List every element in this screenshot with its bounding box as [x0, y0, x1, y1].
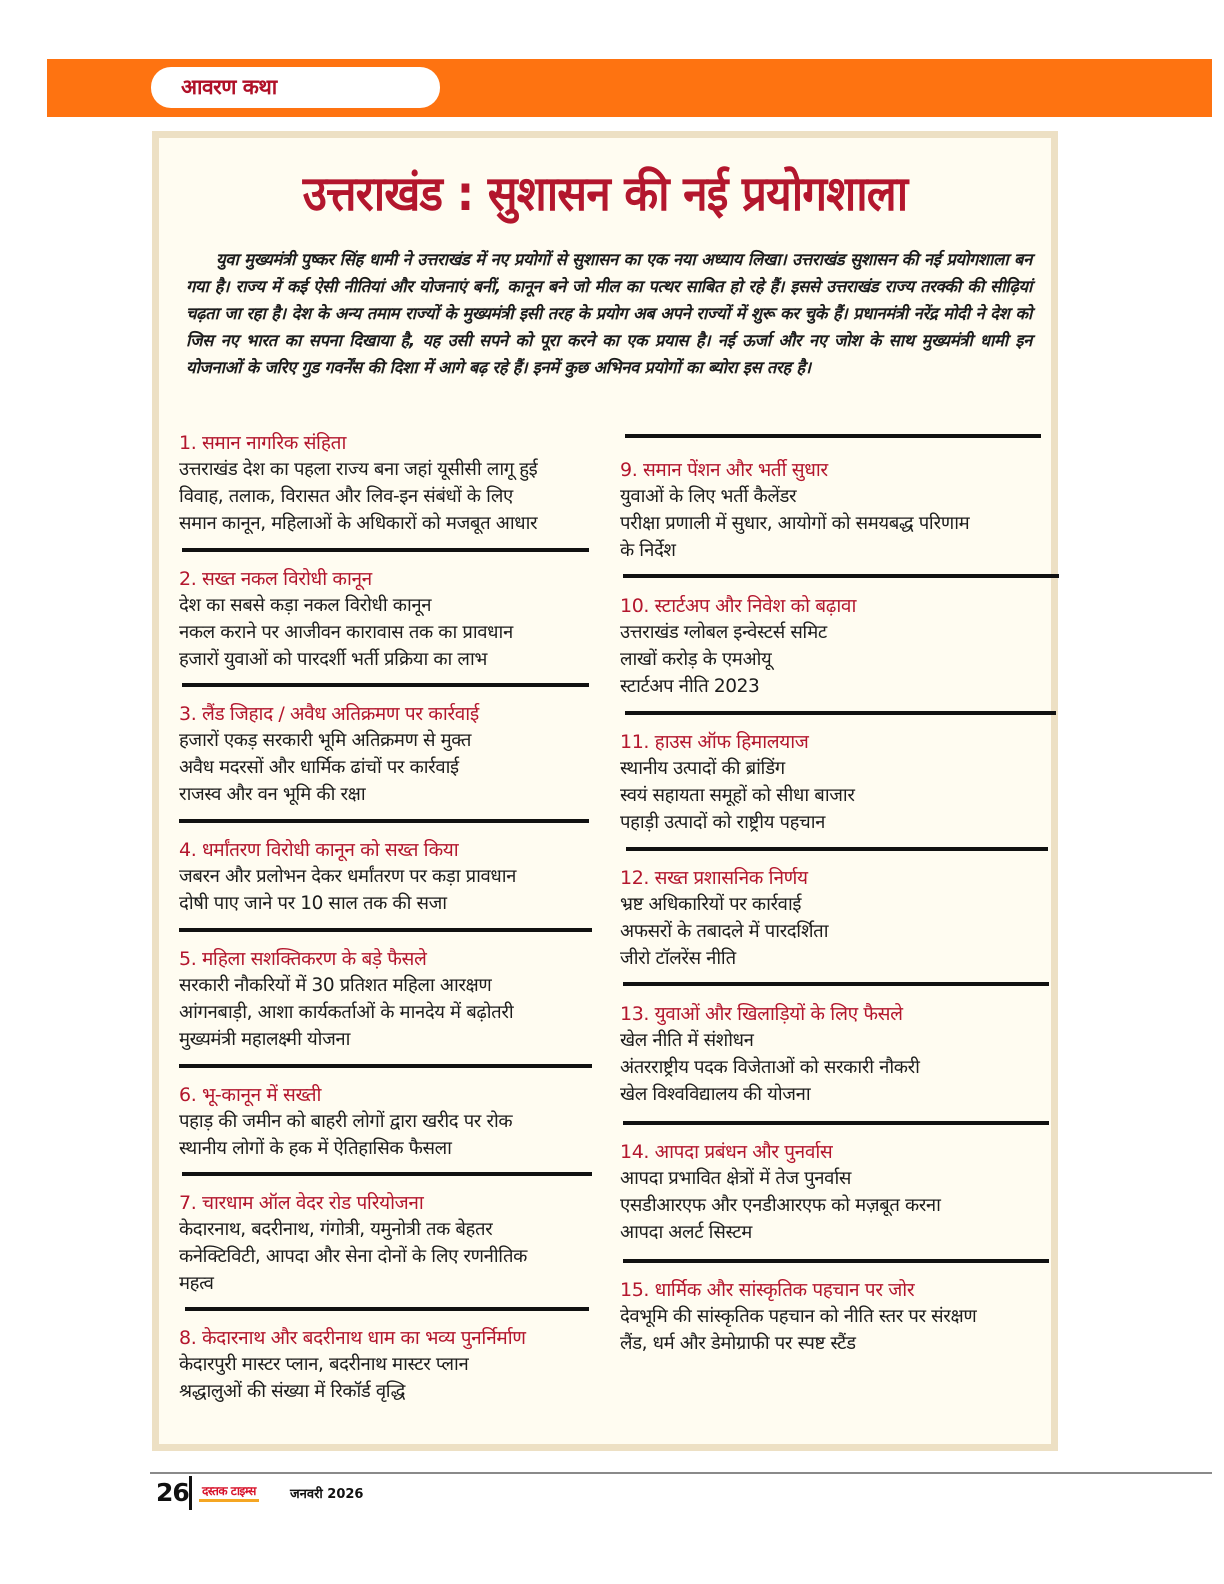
item-line: केदारपुरी मास्टर प्लान, बदरीनाथ मास्टर प्लान — [179, 1354, 469, 1375]
list-item — [179, 701, 589, 808]
list-item — [620, 1277, 1040, 1357]
separator-rule — [623, 574, 1059, 578]
item-line: अंतरराष्ट्रीय पदक विजेताओं को सरकारी नौकरी — [620, 1057, 920, 1078]
item-line: दोषी पाए जाने पर 10 साल तक की सजा — [179, 893, 447, 914]
item-title: 15. धार्मिक और सांस्कृतिक पहचान पर जोर — [620, 1279, 915, 1301]
list-item — [620, 457, 1040, 564]
item-line: स्थानीय उत्पादों की ब्रांडिंग — [620, 758, 785, 779]
separator-rule — [179, 1064, 592, 1068]
item-line: आपदा प्रभावित क्षेत्रों में तेज पुनर्वास — [620, 1168, 851, 1189]
item-line: एसडीआरएफ और एनडीआरएफ को मज़बूत करना — [620, 1195, 941, 1216]
item-line: श्रद्धालुओं की संख्या में रिकॉर्ड वृद्धि — [179, 1381, 405, 1402]
item-line: खेल नीति में संशोधन — [620, 1030, 754, 1051]
footer-divider — [150, 1472, 1212, 1474]
item-line: उत्तराखंड देश का पहला राज्य बना जहां यूसीसी लागू हुई — [179, 459, 538, 480]
separator-rule — [185, 1307, 589, 1311]
item-title: 3. लैंड जिहाद / अवैध अतिक्रमण पर कार्रवाई — [179, 703, 479, 725]
section-label: आवरण कथा — [181, 75, 277, 99]
item-line: सरकारी नौकरियों में 30 प्रतिशत महिला आरक्षण — [179, 975, 492, 996]
item-title: 11. हाउस ऑफ हिमालयाज — [620, 731, 809, 753]
publication-logo: दस्तक टाइम्स — [199, 1484, 259, 1502]
item-title: 7. चारधाम ऑल वेदर रोड परियोजना — [179, 1192, 424, 1214]
item-title: 8. केदारनाथ और बदरीनाथ धाम का भव्य पुनर्निर्माण — [179, 1327, 526, 1349]
separator-rule — [182, 683, 589, 687]
item-title: 6. भू-कानून में सख्ती — [179, 1084, 322, 1106]
list-item — [179, 566, 589, 673]
item-title: 1. समान नागरिक संहिता — [179, 432, 346, 454]
item-line: आंगनबाड़ी, आशा कार्यकर्ताओं के मानदेय में बढ़ोतरी — [179, 1002, 514, 1023]
item-line: स्वयं सहायता समूहों को सीधा बाजार — [620, 785, 855, 806]
page-number: 26 — [156, 1478, 189, 1507]
item-line: स्टार्टअप नीति 2023 — [620, 676, 760, 697]
separator-rule — [626, 847, 1048, 851]
list-item — [179, 946, 589, 1053]
separator-rule — [182, 548, 589, 552]
separator-rule — [625, 711, 1056, 715]
item-title: 12. सख्त प्रशासनिक निर्णय — [620, 867, 808, 889]
item-line: खेल विश्वविद्यालय की योजना — [620, 1084, 811, 1105]
item-line: हजारों एकड़ सरकारी भूमि अतिक्रमण से मुक्त — [179, 730, 471, 751]
section-label-pill — [151, 67, 440, 108]
item-line: अफसरों के तबादले में पारदर्शिता — [620, 921, 829, 942]
footer-separator — [189, 1476, 192, 1510]
separator-rule — [623, 1259, 1049, 1263]
item-line: उत्तराखंड ग्लोबल इन्वेस्टर्स समिट — [620, 622, 827, 643]
item-title: 2. सख्त नकल विरोधी कानून — [179, 568, 372, 590]
list-item — [179, 837, 589, 917]
separator-rule — [179, 928, 592, 932]
item-line: जबरन और प्रलोभन देकर धर्मांतरण पर कड़ा प्रावधान — [179, 866, 517, 887]
item-line: महत्व — [179, 1273, 214, 1294]
item-line: लाखों करोड़ के एमओयू — [620, 649, 772, 670]
item-line: केदारनाथ, बदरीनाथ, गंगोत्री, यमुनोत्री तक बेहतर — [179, 1219, 493, 1240]
list-item — [620, 729, 1040, 836]
item-line: कनेक्टिविटी, आपदा और सेना दोनों के लिए रणनीतिक — [179, 1246, 527, 1267]
separator-rule — [182, 1172, 592, 1176]
item-line: अवैध मदरसों और धार्मिक ढांचों पर कार्रवाई — [179, 757, 459, 778]
item-title: 10. स्टार्टअप और निवेश को बढ़ावा — [620, 595, 857, 617]
item-line: पहाड़ी उत्पादों को राष्ट्रीय पहचान — [620, 812, 826, 833]
item-title: 13. युवाओं और खिलाड़ियों के लिए फैसले — [620, 1003, 903, 1025]
item-line: देवभूमि की सांस्कृतिक पहचान को नीति स्तर पर संरक्षण — [620, 1306, 977, 1327]
item-line: देश का सबसे कड़ा नकल विरोधी कानून — [179, 595, 432, 616]
item-line: भ्रष्ट अधिकारियों पर कार्रवाई — [620, 894, 802, 915]
item-line: हजारों युवाओं को पारदर्शी भर्ती प्रक्रिया का लाभ — [179, 649, 487, 670]
article-intro: युवा मुख्यमंत्री पुष्कर सिंह धामी ने उत्तराखंड में नए प्रयोगों से सुशासन का एक नया अध्याय लिखा। उत्तराखंड सुशासन की नई प्रयोगशाला बन गया है। राज्य में कई ऐसी नीतियां और योजनाएं बनीं, कानून बने जो मील का पत्थर साबित हो रहे हैं। इससे उत्तराखंड राज्य तरक्की की सीढ़ियां चढ़ता जा रहा है। देश के अन्य तमाम राज्यों के मुख्यमंत्री इसी तरह के प्रयोग अब अपने राज्यों में शुरू कर चुके हैं। प्रधानमंत्री नरेंद्र मोदी ने देश को जिस नए भारत का सपना दिखाया है, यह उसी सपने को पूरा करने का एक प्रयास है। नई ऊर्जा और नए जोश के साथ मुख्यमंत्री धामी इन योजनाओं के जरिए गुड गवर्नेंस की दिशा में आगे बढ़ रहे हैं। इनमें कुछ अभिनव प्रयोगों का ब्योरा इस तरह है। — [186, 250, 1032, 377]
item-line: आपदा अलर्ट सिस्टम — [620, 1222, 752, 1243]
item-title: 5. महिला सशक्तिकरण के बड़े फैसले — [179, 948, 427, 970]
item-title: 9. समान पेंशन और भर्ती सुधार — [620, 459, 828, 481]
issue-date: जनवरी 2026 — [290, 1487, 364, 1502]
separator-rule — [625, 434, 1041, 438]
item-line: विवाह, तलाक, विरासत और लिव-इन संबंधों के लिए — [179, 486, 513, 507]
list-item — [620, 1001, 1040, 1108]
item-title: 4. धर्मांतरण विरोधी कानून को सख्त किया — [179, 839, 459, 861]
article-box — [152, 131, 1058, 1451]
item-line: युवाओं के लिए भर्ती कैलेंडर — [620, 486, 797, 507]
list-item — [179, 1082, 589, 1162]
list-item — [620, 1139, 1040, 1246]
item-line: समान कानून, महिलाओं के अधिकारों को मजबूत आधार — [179, 513, 538, 534]
separator-rule — [623, 982, 1049, 986]
item-line: लैंड, धर्म और डेमोग्राफी पर स्पष्ट स्टैंड — [620, 1333, 856, 1354]
item-line: परीक्षा प्रणाली में सुधार, आयोगों को समयबद्ध परिणाम — [620, 513, 970, 534]
list-item — [179, 430, 589, 537]
list-item — [179, 1190, 589, 1297]
item-line: नकल कराने पर आजीवन कारावास तक का प्रावधान — [179, 622, 513, 643]
list-item — [179, 1325, 589, 1405]
item-line: के निर्देश — [620, 540, 676, 561]
separator-rule — [623, 1121, 1049, 1125]
item-line: राजस्व और वन भूमि की रक्षा — [179, 784, 366, 805]
item-line: मुख्यमंत्री महालक्ष्मी योजना — [179, 1029, 351, 1050]
item-line: स्थानीय लोगों के हक में ऐतिहासिक फैसला — [179, 1138, 452, 1159]
item-line: पहाड़ की जमीन को बाहरी लोगों द्वारा खरीद पर रोक — [179, 1111, 513, 1132]
separator-rule — [179, 819, 589, 823]
article-title: उत्तराखंड : सुशासन की नई प्रयोगशाला — [302, 166, 908, 222]
item-title: 14. आपदा प्रबंधन और पुनर्वास — [620, 1141, 833, 1163]
item-line: जीरो टॉलरेंस नीति — [620, 948, 736, 969]
list-item — [620, 865, 1040, 972]
list-item — [620, 593, 1040, 700]
